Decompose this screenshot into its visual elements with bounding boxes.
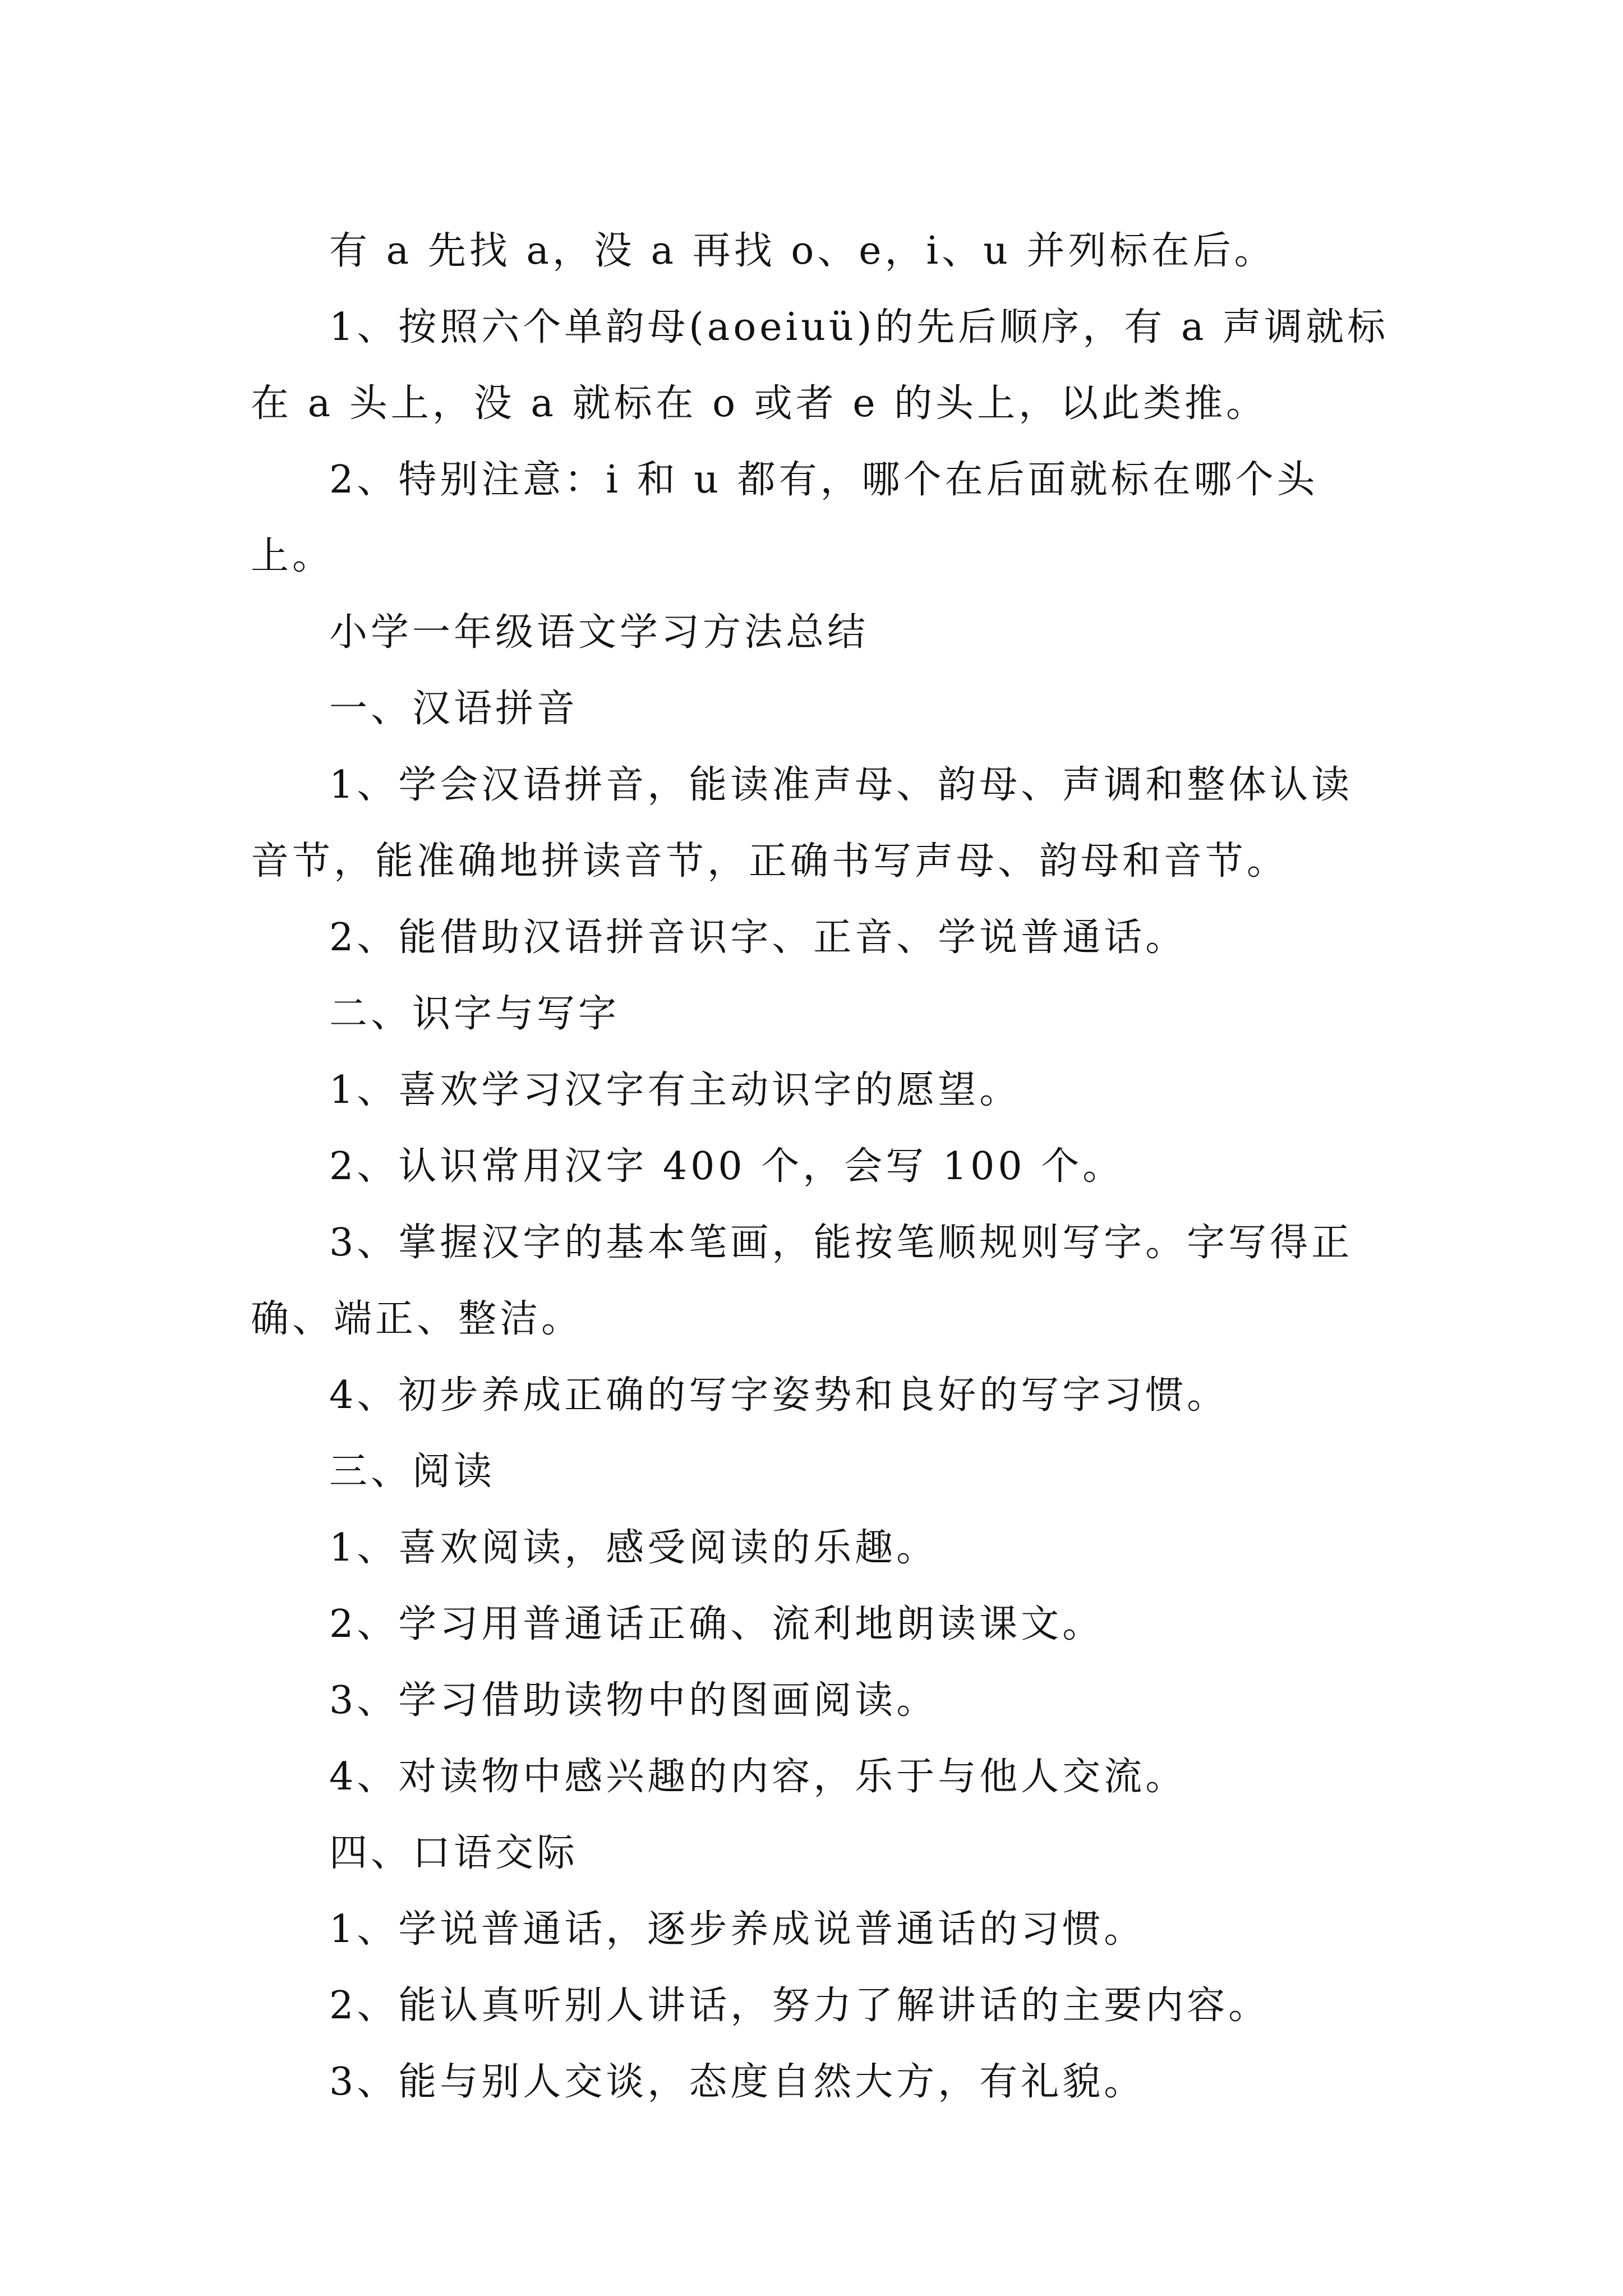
document-body [251, 213, 1389, 2120]
section-title: 小学一年级语文学习方法总结 [329, 610, 869, 655]
paragraph-oral-1: 1、学说普通话，逐步养成说普通话的习惯。 [329, 1907, 1146, 1952]
paragraph-characters-1: 1、喜欢学习汉字有主动识字的愿望。 [329, 1068, 1021, 1112]
paragraph-tone-rule-1: 1、按照六个单韵母(aoeiuü)的先后顺序，有 a 声调就标在 a 头上，没 a 就标在 o 或者 e 的头上，以此类推。 [251, 305, 1389, 426]
paragraph-reading-1: 1、喜欢阅读，感受阅读的乐趣。 [329, 1526, 938, 1570]
paragraph-reading-3: 3、学习借助读物中的图画阅读。 [329, 1678, 938, 1723]
paragraph-characters-4: 4、初步养成正确的写字姿势和良好的写字习惯。 [329, 1373, 1229, 1418]
heading-pinyin: 一、汉语拼音 [329, 687, 579, 731]
heading-characters: 二、识字与写字 [329, 992, 620, 1036]
paragraph-pinyin-1: 1、学会汉语拼音，能读准声母、韵母、声调和整体认读音节，能准确地拼读音节，正确书写声母、韵母和音节。 [251, 763, 1353, 884]
paragraph-reading-2: 2、学习用普通话正确、流利地朗读课文。 [329, 1602, 1104, 1646]
heading-oral: 四、口语交际 [329, 1831, 579, 1875]
paragraph-oral-2: 2、能认真听别人讲话，努力了解讲话的主要内容。 [329, 1984, 1270, 2028]
paragraph-tone-rule: 有 a 先找 a，没 a 再找 o、e，i、u 并列标在后。 [329, 229, 1276, 273]
paragraph-oral-3: 3、能与别人交谈，态度自然大方，有礼貌。 [329, 2060, 1146, 2104]
paragraph-reading-4: 4、对读物中感兴趣的内容，乐于与他人交流。 [329, 1755, 1187, 1799]
paragraph-pinyin-2: 2、能借助汉语拼音识字、正音、学说普通话。 [329, 915, 1187, 960]
paragraph-characters-3: 3、掌握汉字的基本笔画，能按笔顺规则写字。字写得正确、端正、整洁。 [251, 1221, 1353, 1341]
paragraph-tone-rule-2: 2、特别注意：i 和 u 都有，哪个在后面就标在哪个头上。 [251, 458, 1318, 578]
heading-reading: 三、阅读 [329, 1450, 496, 1494]
paragraph-characters-2: 2、认识常用汉字 400 个，会写 100 个。 [329, 1144, 1124, 1189]
